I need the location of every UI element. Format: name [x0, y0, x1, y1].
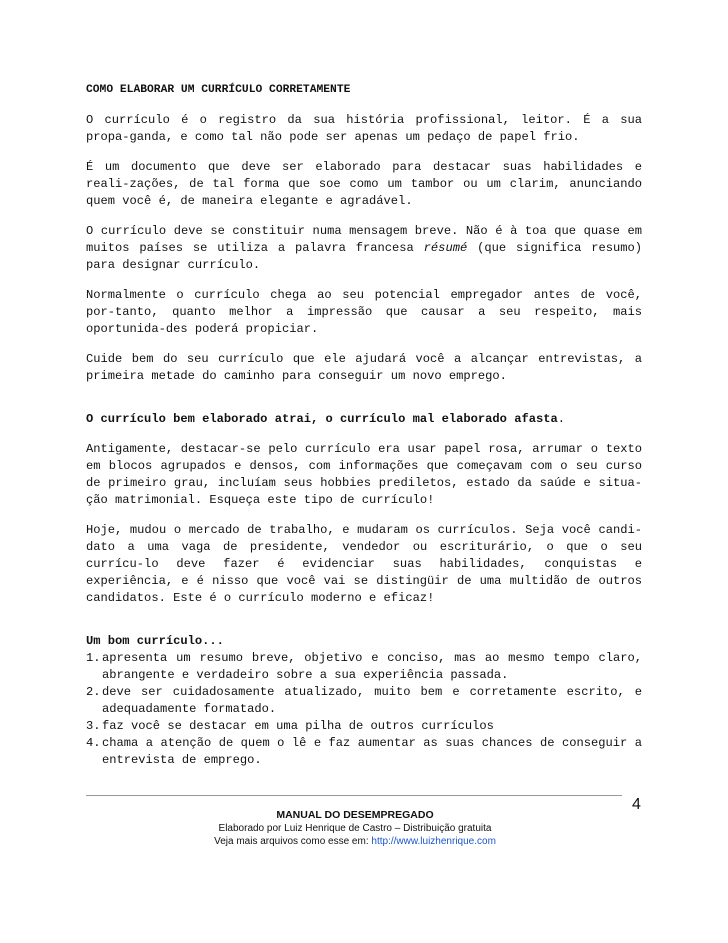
footer-divider: [86, 795, 622, 796]
list-item-text: apresenta um resumo breve, objetivo e conciso, mas ao mesmo tempo claro, abrangente e verdadeiro sobre a sua experiência passada.: [102, 651, 642, 682]
list-item: [86, 718, 642, 735]
list-item-number: 3.: [86, 719, 101, 733]
footer-more-files: [120, 835, 590, 848]
list-item-number: 2.: [86, 685, 101, 699]
paragraph: Antigamente, destacar-se pelo currículo era usar papel rosa, arrumar o texto em blocos agrupados e densos, com informações que começavam com o seu curso de primeiro grau, incluíam seus hobbies prediletos, estado da saúde e situa-ção matrimonial. Esqueça este tipo de currículo!: [86, 442, 642, 507]
document-title: COMO ELABORAR UM CURRÍCULO CORRETAMENTE: [86, 84, 351, 96]
paragraph: O currículo é o registro da sua história profissional, leitor. É a sua propa-ganda, e como tal não pode ser apenas um pedaço de papel frio.: [86, 113, 642, 144]
paragraph-text: O currículo deve se constituir numa mensagem breve. Não é à toa que quase em muitos países se utiliza a palavra francesa: [86, 224, 642, 255]
footer-credit: Elaborado por Luiz Henrique de Castro – Distribuição gratuita: [218, 823, 492, 834]
paragraph: Cuide bem do seu currículo que ele ajudará você a alcançar entrevistas, a primeira metade do caminho para conseguir um novo emprego.: [86, 352, 642, 383]
paragraph: Normalmente o currículo chega ao seu potencial empregador antes de você, por-tanto, quanto melhor a impressão que causar a seu respeito, mais oportunida-des poderá propiciar.: [86, 288, 642, 336]
paragraph: Hoje, mudou o mercado de trabalho, e mudaram os currículos. Seja você candi-dato a uma vaga de presidente, vendedor ou escriturário, o que o seu currícu-lo deve fazer é evidenciar suas habilidades, conquistas e experiência, e é nisso que você vai se distingüir de uma multidão de outros candidatos. Este é o currículo moderno e eficaz!: [86, 523, 642, 605]
list-heading: Um bom currículo...: [86, 634, 224, 648]
footer-more-files-label: Veja mais arquivos como esse em:: [214, 836, 372, 847]
list-item: [86, 650, 642, 684]
italic-term: résumé: [423, 241, 468, 255]
numbered-list: [86, 650, 642, 769]
section-heading-period: .: [557, 412, 565, 426]
list-item-text: faz você se destacar em uma pilha de outros currículos: [102, 719, 494, 733]
paragraph: [86, 223, 642, 274]
section-heading: [86, 411, 642, 428]
paragraph: É um documento que deve ser elaborado para destacar suas habilidades e reali-zações, de tal forma que soe como um tambor ou um clarim, anunciando quem você é, de maneira elegante e agradável.: [86, 160, 642, 208]
list-item-text: deve ser cuidadosamente atualizado, muito bem e corretamente escrito, e adequadamente formatado.: [102, 685, 642, 716]
website-link[interactable]: http://www.luizhenrique.com: [371, 836, 496, 847]
page-number: 4: [632, 796, 641, 813]
list-item: [86, 684, 642, 718]
list-item-number: 4.: [86, 736, 101, 750]
footer-title: MANUAL DO DESEMPREGADO: [276, 809, 434, 821]
list-item: [86, 735, 642, 769]
list-item-text: chama a atenção de quem o lê e faz aumentar as suas chances de conseguir a entrevista de emprego.: [102, 736, 642, 767]
page-body: [86, 82, 642, 769]
page-footer: [120, 808, 590, 848]
paragraph-text: (que significa resumo) para designar currículo.: [86, 241, 643, 272]
section-heading-text: O currículo bem elaborado atrai, o currículo mal elaborado afasta: [86, 412, 558, 426]
list-item-number: 1.: [86, 651, 101, 665]
